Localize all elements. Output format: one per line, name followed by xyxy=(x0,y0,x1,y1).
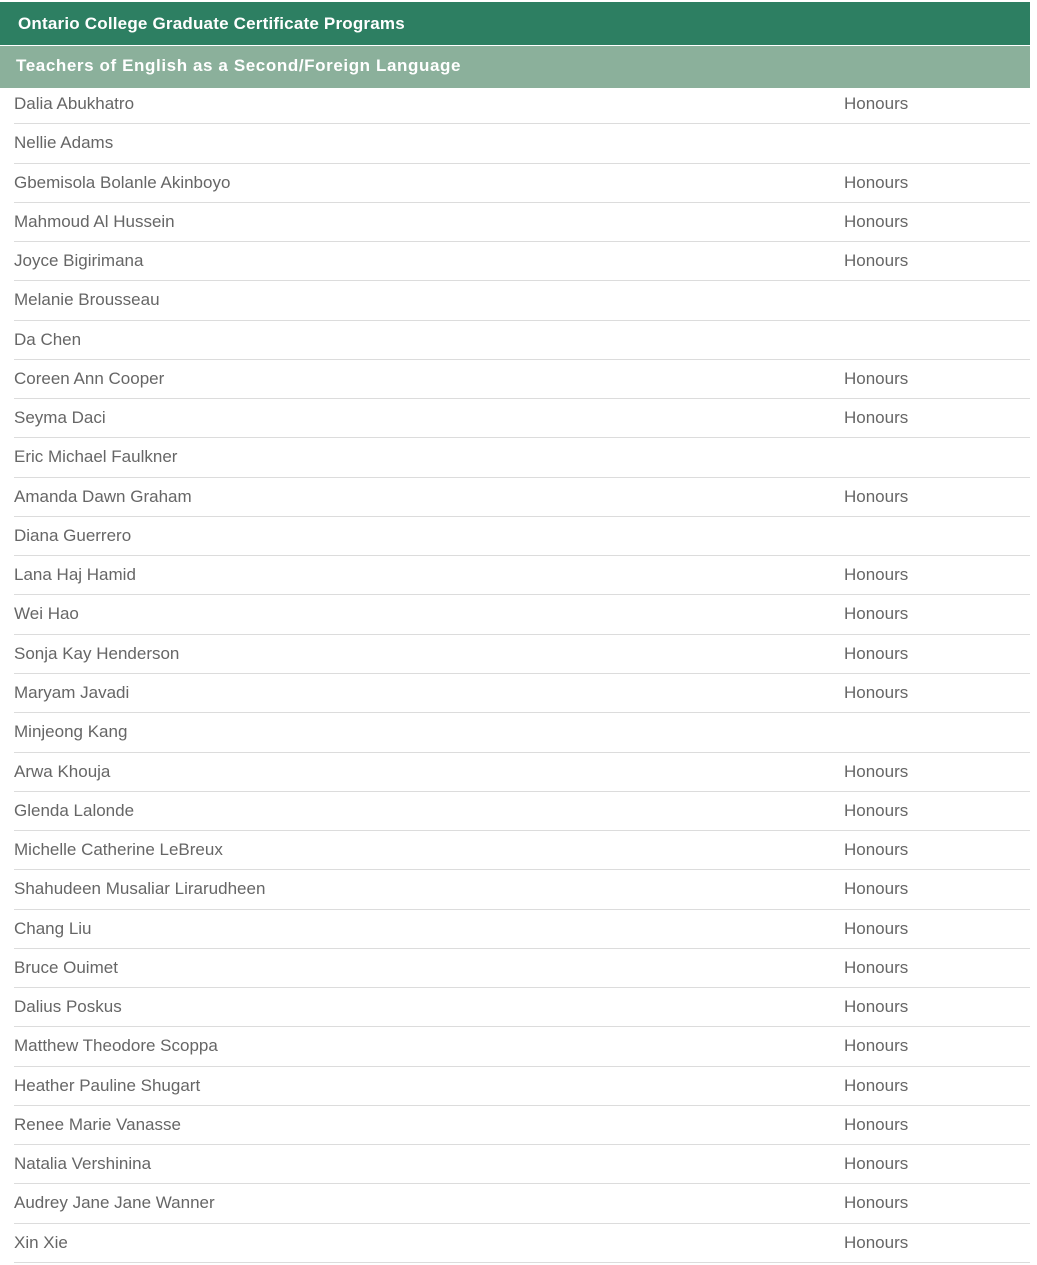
graduate-row xyxy=(14,281,1030,320)
graduate-list xyxy=(14,85,1030,1263)
honours-label: Honours xyxy=(844,1114,909,1134)
graduate-row xyxy=(14,164,1030,203)
graduate-name: Maryam Javadi xyxy=(14,682,130,702)
graduate-row xyxy=(14,517,1030,556)
graduate-name: Joyce Bigirimana xyxy=(14,251,144,271)
graduate-name: Da Chen xyxy=(14,329,82,349)
graduate-row xyxy=(14,595,1030,634)
honours-label: Honours xyxy=(844,604,909,624)
graduate-name: Arwa Khouja xyxy=(14,761,111,781)
graduate-row xyxy=(14,242,1030,281)
honours-label: Honours xyxy=(844,408,909,428)
honours-label: Honours xyxy=(844,840,909,860)
graduate-row xyxy=(14,1106,1030,1145)
honours-label: Honours xyxy=(844,957,909,977)
honours-label: Honours xyxy=(844,211,909,231)
program-name-title: Teachers of English as a Second/Foreign Language xyxy=(0,46,1030,88)
graduate-row xyxy=(14,674,1030,713)
graduate-row xyxy=(14,438,1030,477)
honours-label: Honours xyxy=(844,1154,909,1174)
graduate-name: Dalius Poskus xyxy=(14,997,122,1017)
graduate-row xyxy=(14,85,1030,124)
graduate-row xyxy=(14,988,1030,1027)
graduate-row xyxy=(14,910,1030,949)
graduate-name: Xin Xie xyxy=(14,1232,68,1252)
graduate-row xyxy=(14,478,1030,517)
honours-label: Honours xyxy=(844,643,909,663)
graduate-row xyxy=(14,713,1030,752)
honours-label: Honours xyxy=(844,94,909,113)
graduate-row xyxy=(14,1224,1030,1263)
graduate-name: Diana Guerrero xyxy=(14,525,132,545)
graduate-row xyxy=(14,831,1030,870)
graduate-name: Eric Michael Faulkner xyxy=(14,447,178,467)
graduate-name: Natalia Vershinina xyxy=(14,1154,152,1174)
graduate-name: Seyma Daci xyxy=(14,408,106,428)
graduate-row xyxy=(14,635,1030,674)
honours-label: Honours xyxy=(844,1036,909,1056)
honours-label: Honours xyxy=(844,565,909,585)
graduate-name: Michelle Catherine LeBreux xyxy=(14,840,223,860)
graduate-name: Chang Liu xyxy=(14,918,92,938)
graduate-name: Bruce Ouimet xyxy=(14,957,118,977)
honours-label: Honours xyxy=(844,918,909,938)
graduate-name: Amanda Dawn Graham xyxy=(14,486,192,506)
honours-label: Honours xyxy=(844,368,909,388)
honours-label: Honours xyxy=(844,879,909,899)
honours-label: Honours xyxy=(844,486,909,506)
graduate-row xyxy=(14,360,1030,399)
graduate-name: Minjeong Kang xyxy=(14,722,128,742)
program-category-title: Ontario College Graduate Certificate Programs xyxy=(0,2,1030,45)
graduate-name: Glenda Lalonde xyxy=(14,800,135,820)
graduate-name: Shahudeen Musaliar Lirarudheen xyxy=(14,879,266,899)
graduate-row xyxy=(14,556,1030,595)
graduate-row xyxy=(14,753,1030,792)
honours-label: Honours xyxy=(844,761,909,781)
graduate-row xyxy=(14,1027,1030,1066)
graduate-row xyxy=(14,203,1030,242)
graduate-name: Heather Pauline Shugart xyxy=(14,1075,201,1095)
honours-label: Honours xyxy=(844,251,909,271)
graduate-row xyxy=(14,870,1030,909)
graduate-name: Dalia Abukhatro xyxy=(14,94,135,113)
graduate-row xyxy=(14,1067,1030,1106)
graduate-name: Coreen Ann Cooper xyxy=(14,368,165,388)
graduate-row xyxy=(14,792,1030,831)
honours-label: Honours xyxy=(844,1232,909,1252)
graduate-name: Audrey Jane Jane Wanner xyxy=(14,1193,215,1213)
graduate-row xyxy=(14,949,1030,988)
graduate-row xyxy=(14,1145,1030,1184)
honours-label: Honours xyxy=(844,800,909,820)
graduate-row xyxy=(14,124,1030,163)
graduate-name: Sonja Kay Henderson xyxy=(14,643,180,663)
graduate-name: Wei Hao xyxy=(14,604,79,624)
graduate-name: Renee Marie Vanasse xyxy=(14,1114,181,1134)
graduate-row xyxy=(14,321,1030,360)
graduate-row xyxy=(14,399,1030,438)
honours-label: Honours xyxy=(844,172,909,192)
honours-label: Honours xyxy=(844,1193,909,1213)
graduate-row xyxy=(14,1184,1030,1223)
graduate-name: Melanie Brousseau xyxy=(14,290,160,310)
honours-label: Honours xyxy=(844,1075,909,1095)
graduate-name: Matthew Theodore Scoppa xyxy=(14,1036,218,1056)
graduate-name: Lana Haj Hamid xyxy=(14,565,136,585)
graduate-name: Mahmoud Al Hussein xyxy=(14,211,175,231)
honours-label: Honours xyxy=(844,997,909,1017)
graduate-name: Nellie Adams xyxy=(14,133,114,153)
graduate-name: Gbemisola Bolanle Akinboyo xyxy=(14,172,231,192)
honours-label: Honours xyxy=(844,682,909,702)
